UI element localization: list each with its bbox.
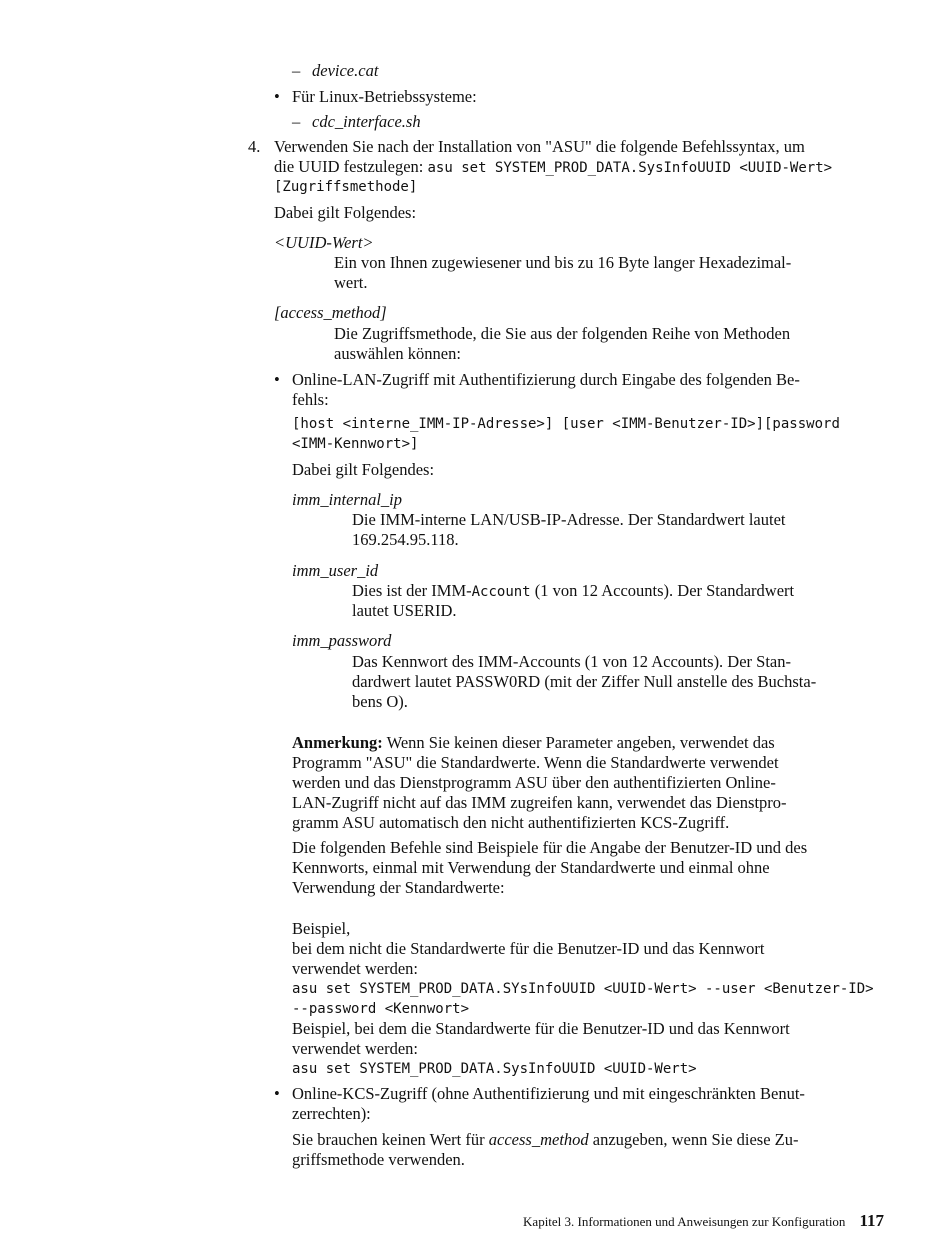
definition-text: Dies ist der IMM-Account (1 von 12 Accounts). Der Standardwert xyxy=(352,581,795,600)
command-text: --password <Kennwort> xyxy=(292,1001,470,1017)
page-footer xyxy=(0,1211,884,1232)
example-label: Beispiel, xyxy=(292,919,351,938)
example-text: verwendet werden: xyxy=(292,959,418,978)
definition-text: auswählen können: xyxy=(334,344,461,363)
command-text: asu set SYSTEM_PROD_DATA.SysInfoUUID <UUID-Wert> xyxy=(427,160,833,176)
definition-text: wert. xyxy=(334,273,368,292)
definition-text: Das Kennwort des IMM-Accounts (1 von 12 Accounts). Der Stan- xyxy=(352,652,791,671)
command-text: [Zugriffsmethode] xyxy=(274,179,418,195)
definition-term: imm_user_id xyxy=(292,561,379,580)
step-intro-line2: die UUID festzulegen: asu set SYSTEM_PROD_DATA.SysInfoUUID <UUID-Wert> xyxy=(274,157,833,176)
paragraph: Kennworts, einmal mit Verwendung der Standardwerte und einmal ohne xyxy=(292,858,770,877)
command-text: asu set SYSTEM_PROD_DATA.SYsInfoUUID <UUID-Wert> --user <Benutzer-ID> xyxy=(292,981,874,997)
note-text: Programm "ASU" die Standardwerte. Wenn die Standardwerte verwendet xyxy=(292,753,779,772)
definition-text: dardwert lautet PASSW0RD (mit der Ziffer Null anstelle des Buchsta- xyxy=(352,672,817,691)
bullet-icon: • xyxy=(274,87,280,106)
note-label: Anmerkung: xyxy=(292,733,383,752)
list-item: Online-KCS-Zugriff (ohne Authentifizierung und mit eingeschränkten Benut- xyxy=(292,1084,805,1103)
definition-term: imm_internal_ip xyxy=(292,490,402,509)
note: Anmerkung: Wenn Sie keinen dieser Parameter angeben, verwendet das xyxy=(292,733,775,752)
step-intro: Verwenden Sie nach der Installation von "ASU" die folgende Befehlssyntax, um xyxy=(274,137,805,156)
paragraph: Dabei gilt Folgendes: xyxy=(292,460,435,479)
chapter-title: Kapitel 3. Informationen und Anweisungen zur Konfiguration xyxy=(523,1214,846,1229)
definition-term: imm_password xyxy=(292,631,392,650)
paragraph: Dabei gilt Folgendes: xyxy=(274,203,417,222)
command-text: <IMM-Kennwort>] xyxy=(292,436,419,452)
definition-text: lautet USERID. xyxy=(352,601,457,620)
definition-term: <UUID-Wert> xyxy=(274,233,374,252)
list-item: zerrechten): xyxy=(292,1104,371,1123)
command-text: [host <interne_IMM-IP-Adresse>] [user <IMM-Benutzer-ID>][password xyxy=(292,416,840,432)
definition-text: Ein von Ihnen zugewiesener und bis zu 16 Byte langer Hexadezimal- xyxy=(334,253,792,272)
paragraph: Verwendung der Standardwerte: xyxy=(292,878,505,897)
bullet-icon: • xyxy=(274,370,280,389)
example-text: bei dem nicht die Standardwerte für die Benutzer-ID und das Kennwort xyxy=(292,939,765,958)
file-name: cdc_interface.sh xyxy=(312,112,421,131)
note-text: LAN-Zugriff nicht auf das IMM zugreifen kann, verwendet das Dienstpro- xyxy=(292,793,787,812)
note-text: gramm ASU automatisch den nicht authentifizierten KCS-Zugriff. xyxy=(292,813,730,832)
list-item: fehls: xyxy=(292,390,329,409)
page-number: 117 xyxy=(859,1211,884,1230)
list-item: Online-LAN-Zugriff mit Authentifizierung durch Eingabe des folgenden Be- xyxy=(292,370,800,389)
command-text: asu set SYSTEM_PROD_DATA.SysInfoUUID <UUID-Wert> xyxy=(292,1061,697,1077)
step-number: 4. xyxy=(248,137,261,156)
paragraph: Sie brauchen keinen Wert für access_method anzugeben, wenn Sie diese Zu- xyxy=(292,1130,799,1149)
paragraph: Die folgenden Befehle sind Beispiele für die Angabe der Benutzer-ID und des xyxy=(292,838,808,857)
example-text: Beispiel, bei dem die Standardwerte für die Benutzer-ID und das Kennwort xyxy=(292,1019,790,1038)
definition-text: Die Zugriffsmethode, die Sie aus der folgenden Reihe von Methoden xyxy=(334,324,791,343)
list-item: – device.cat xyxy=(292,61,379,80)
paragraph: griffsmethode verwenden. xyxy=(292,1150,465,1169)
list-item: – cdc_interface.sh xyxy=(292,112,421,131)
definition-term: [access_method] xyxy=(274,303,387,322)
definition-text: bens O). xyxy=(352,692,408,711)
note-text: werden und das Dienstprogramm ASU über den authentifizierten Online- xyxy=(292,773,776,792)
definition-text: 169.254.95.118. xyxy=(352,530,459,549)
bullet-icon: • xyxy=(274,1084,280,1103)
file-name: device.cat xyxy=(312,61,379,80)
list-item: Für Linux-Betriebssysteme: xyxy=(292,87,477,106)
example-text: verwendet werden: xyxy=(292,1039,418,1058)
definition-text: Die IMM-interne LAN/USB-IP-Adresse. Der Standardwert lautet xyxy=(352,510,786,529)
